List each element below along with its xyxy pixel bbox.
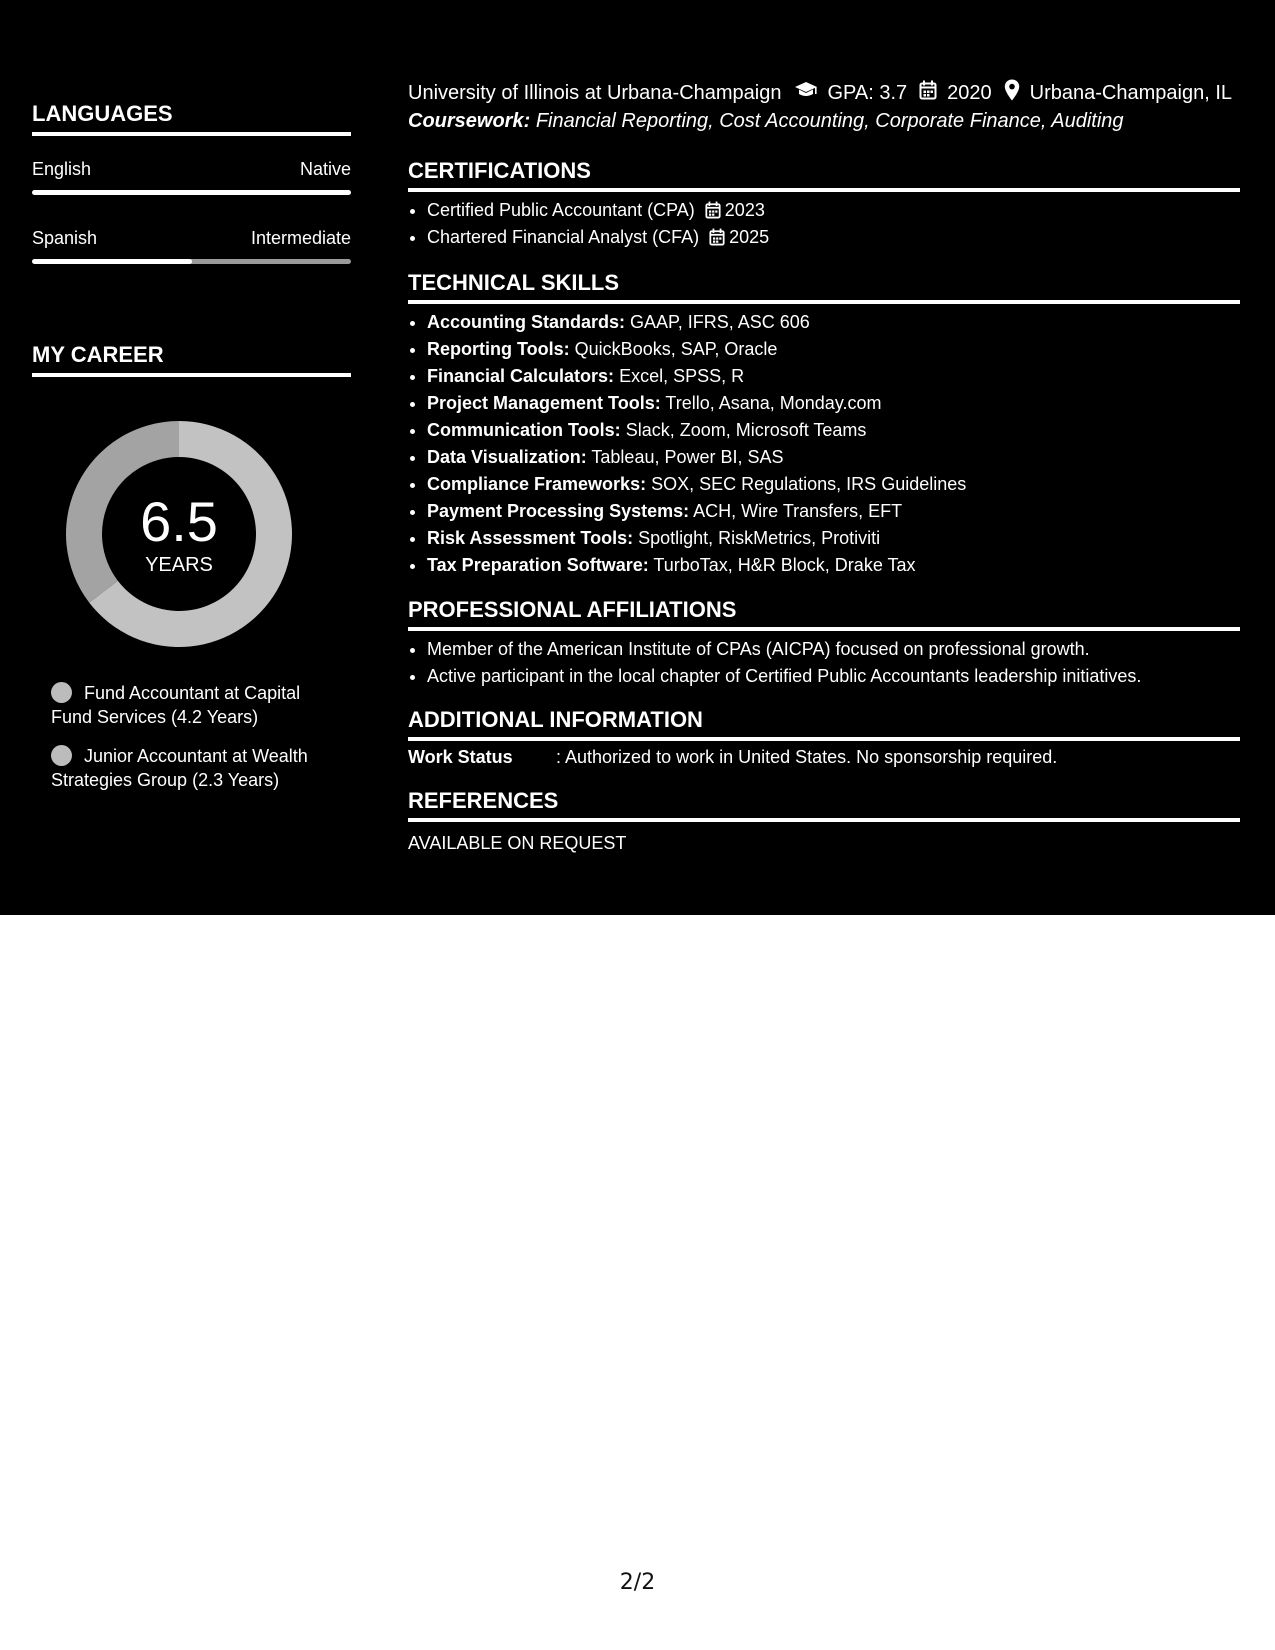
skill-value: Slack, Zoom, Microsoft Teams [625,420,867,440]
list-item [427,552,966,579]
career-donut-chart [65,420,293,648]
language-name: Spanish [32,228,98,248]
calendar-icon [919,80,937,106]
skill-value: Trello, Asana, Monday.com [665,393,882,413]
skill-label: Accounting Standards: [427,312,626,332]
location-pin-icon [1004,79,1020,107]
calendar-icon [709,227,725,254]
list-item [427,471,966,498]
affiliations-title: PROFESSIONAL AFFILIATIONS [408,597,1240,631]
certification-year: 2023 [724,200,765,220]
certifications-list [408,197,769,251]
school-name: University of Illinois at Urbana-Champaign [408,81,782,104]
school-location: Urbana-Champaign, IL [1029,81,1233,104]
list-item [427,224,769,251]
list-item [427,390,966,417]
language-level: Intermediate [250,228,351,248]
skill-value: ACH, Wire Transfers, EFT [693,501,903,521]
skill-label: Financial Calculators: [427,366,615,386]
skill-label: Data Visualization: [427,447,587,467]
skill-value: GAAP, IFRS, ASC 606 [630,312,810,332]
skill-label: Payment Processing Systems: [427,501,690,521]
career-item: Fund Accountant at Capital Fund Services (4.2 Years) [51,683,301,727]
certification-name: Chartered Financial Analyst (CFA) [427,227,700,247]
skill-label: Risk Assessment Tools: [427,528,634,548]
language-bar-spanish [32,259,351,264]
skill-label: Reporting Tools: [427,339,570,359]
graduation-cap-icon [794,80,818,106]
technical-skills-title: TECHNICAL SKILLS [408,270,1240,304]
graduation-year: 2020 [947,81,992,104]
skill-label: Project Management Tools: [427,393,661,413]
certification-name: Certified Public Accountant (CPA) [427,200,695,220]
language-bar-fill [32,259,192,264]
legend-dot-icon [51,745,72,766]
language-row-spanish [32,228,351,249]
list-item: • Member of the American Institute of CPAs (AICPA) focused on professional growth. [427,636,1141,663]
sidebar [0,0,382,915]
coursework-label: Coursework: [408,110,531,132]
work-status-value: : Authorized to work in United States. No sponsorship required. [556,747,1058,767]
language-bar-english [32,190,351,195]
skill-value: Excel, SPSS, R [619,366,745,386]
skill-label: Tax Preparation Software: [427,555,649,575]
skill-value: Tableau, Power BI, SAS [591,447,784,467]
education-line [408,79,1232,107]
references-title: REFERENCES [408,788,1240,822]
affiliations-list [408,636,1141,690]
language-row-english [32,159,351,180]
certification-year: 2025 [729,227,770,247]
list-item [427,309,966,336]
additional-info-title: ADDITIONAL INFORMATION [408,707,1240,741]
career-title: MY CAREER [32,342,351,377]
work-status-label: Work Status [408,747,513,767]
references-text: AVAILABLE ON REQUEST [408,833,627,853]
skill-value: SOX, SEC Regulations, IRS Guidelines [651,474,967,494]
skill-label: Communication Tools: [427,420,621,440]
career-item: Junior Accountant at Wealth Strategies Group (2.3 Years) [51,746,308,790]
list-item [427,417,966,444]
list-item [427,498,966,525]
technical-skills-list [408,309,966,579]
skill-label: Compliance Frameworks: [427,474,647,494]
list-item: • Active participant in the local chapter of Certified Public Accountants leadership initiatives. [427,663,1141,690]
list-item [427,525,966,552]
career-total-unit: YEARS [145,554,213,576]
skill-value: TurboTax, H&R Block, Drake Tax [653,555,916,575]
gpa: GPA: 3.7 [827,81,908,104]
page-number: 2/2 [619,1570,656,1595]
language-level: Native [299,159,351,179]
legend-dot-icon [51,682,72,703]
career-total-value: 6.5 [140,490,218,553]
language-name: English [32,159,92,179]
coursework [408,110,1124,133]
list-item [427,197,769,224]
coursework-list: Financial Reporting, Cost Accounting, Corporate Finance, Auditing [535,110,1124,132]
skill-value: Spotlight, RiskMetrics, Protiviti [638,528,881,548]
calendar-icon [705,200,721,227]
list-item [427,336,966,363]
list-item [427,444,966,471]
skill-value: QuickBooks, SAP, Oracle [574,339,778,359]
language-bar-fill [32,190,351,195]
languages-title: LANGUAGES [32,101,351,136]
certifications-title: CERTIFICATIONS [408,158,1240,192]
list-item [427,363,966,390]
